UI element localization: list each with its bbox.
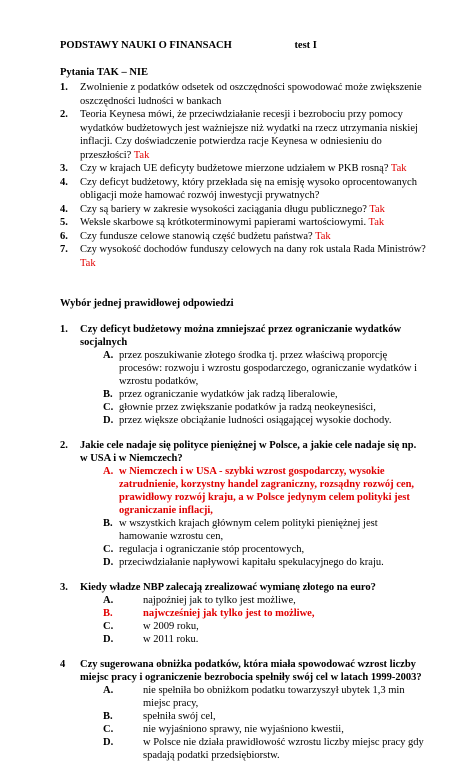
- option-label: A.: [103, 595, 114, 606]
- option-label: C.: [103, 402, 114, 413]
- tf-item-text: Zwolnienie z podatków odsetek od oszczędności spowodować może zwiększenie oszczędności ludności w bankach: [80, 82, 422, 107]
- option-text: nie spełniła bo obniżkom podatku towarzyszył ubytek 1,3 min miejsc pracy,: [143, 685, 405, 709]
- question-stem: [60, 658, 426, 684]
- option-text: w 2009 roku,: [143, 621, 199, 632]
- tf-answer: Tak: [80, 257, 96, 269]
- option-label: A.: [103, 466, 114, 477]
- option-label: B.: [103, 389, 113, 400]
- answer-option-b: [103, 517, 426, 543]
- question-stem: [60, 439, 426, 465]
- option-label: D.: [103, 557, 114, 568]
- option-label: D.: [103, 415, 114, 426]
- tf-answer: Tak: [368, 217, 385, 228]
- tf-item-number: 1.: [60, 82, 68, 93]
- question-text: Czy deficyt budżetowy można zmniejszać przez ograniczanie wydatków socjalnych: [80, 324, 402, 348]
- tf-item: [60, 176, 426, 203]
- option-label: B.: [103, 608, 113, 619]
- tf-item: [60, 203, 426, 217]
- answer-option-d: [103, 414, 426, 427]
- answer-options: [103, 349, 426, 427]
- tf-item: [60, 243, 426, 270]
- tf-item: [60, 108, 426, 162]
- option-text: najwcześniej jak tylko jest to możliwe,: [143, 608, 315, 619]
- tf-answer: Tak: [390, 163, 407, 174]
- tf-item-number: 7.: [60, 244, 68, 255]
- option-label: D.: [103, 634, 114, 645]
- tf-item: [60, 162, 426, 176]
- tf-item-number: 2.: [60, 109, 68, 120]
- tf-item: [60, 81, 426, 108]
- tf-item-text: Czy deficyt budżetowy, który przekłada się na emisję wysoko oprocentowanych obligacji może hamować rozwój inwestycji prywatnych?: [80, 176, 417, 201]
- answer-option-c: [103, 723, 426, 736]
- answer-option-d: [103, 556, 426, 569]
- tf-item-number: 4.: [60, 203, 68, 215]
- option-label: A.: [103, 350, 114, 361]
- answer-options: [103, 594, 426, 646]
- answer-option-b-correct: [103, 607, 426, 620]
- tf-item: [60, 230, 426, 244]
- tf-item-text: Czy wysokość dochodów funduszy celowych na dany rok ustala Rada Ministrów?: [80, 244, 426, 255]
- test-label: test I: [294, 40, 317, 51]
- question-number: 3.: [60, 582, 68, 593]
- mc-question-3: [60, 581, 426, 646]
- title-text: PODSTAWY NAUKI O FINANSACH: [60, 40, 232, 51]
- option-text: w 2011 roku.: [143, 634, 199, 645]
- answer-option-a-correct: [103, 465, 426, 517]
- mc-section-heading: Wybór jednej prawidłowej odpowiedzi: [60, 298, 234, 309]
- answer-option-b: [103, 710, 426, 723]
- answer-option-c: [103, 543, 426, 556]
- tf-section-heading: Pytania TAK – NIE: [60, 67, 148, 78]
- question-stem: [60, 581, 426, 594]
- option-label: C.: [103, 724, 114, 735]
- tf-item-text: Czy fundusze celowe stanowią część budżetu państwa?: [80, 230, 313, 242]
- answer-option-d: [103, 736, 426, 762]
- option-text: spełniła swój cel,: [143, 711, 216, 722]
- tf-item-text: Teoria Keynesa mówi, że przeciwdziałanie recesji i bezrobociu przy pomocy wydatków budżetowych jest ważniejsze niż wydatki na rzecz utrzymania niskiej inflacji. Czy doświadczenie potwierdza racje Keynesa w odniesieniu do przeszłości?: [80, 109, 418, 161]
- option-text: przez ograniczanie wydatków jak radzą liberalowie,: [119, 389, 338, 400]
- answer-option-c: [103, 620, 426, 633]
- question-number: 4: [60, 659, 66, 670]
- tf-item-number: 6.: [60, 230, 68, 242]
- answer-option-d: [103, 633, 426, 646]
- option-label: B.: [103, 518, 113, 529]
- option-text: w Niemczech i w USA - szybki wzrost gospodarczy, wysokie zatrudnienie, korzystny handel zagraniczny, rozsądny rozwój cen, prawidłowy rozwój kraju, a w Polsce jedynym celem polityki jest ograniczanie inflacji,: [119, 466, 415, 516]
- answer-options: [103, 684, 426, 762]
- question-number: 2.: [60, 440, 68, 451]
- tf-answer: Tak: [315, 230, 331, 242]
- page-title: [60, 40, 426, 51]
- question-stem: [60, 323, 426, 349]
- tf-list: [50, 81, 426, 270]
- question-text: Czy sugerowana obniżka podatków, która miała spowodować wzrost liczby miejsc pracy i ograniczenie bezrobocia spełniły swój cel w latach 1999-2003?: [80, 659, 422, 683]
- option-text: w wszystkich krajach głównym celem polityki pieniężnej jest hamowanie wzrostu cen,: [119, 518, 378, 542]
- option-text: najpoźniej jak to tylko jest możliwe,: [143, 595, 296, 606]
- option-text: nie wyjaśniono sprawy, nie wyjaśniono kwestii,: [143, 724, 344, 735]
- option-label: A.: [103, 685, 114, 696]
- mc-question-4: [60, 658, 426, 762]
- answer-options: [103, 465, 426, 569]
- question-text: Jakie cele nadaje się polityce pieniężnej w Polsce, a jakie cele nadaje się np. w USA i w Niemczech?: [80, 440, 417, 464]
- mc-question-2: [60, 439, 426, 569]
- tf-item-text: Czy są bariery w zakresie wysokości zaciągania długu publicznego?: [80, 203, 367, 215]
- question-number: 1.: [60, 324, 68, 335]
- option-label: B.: [103, 711, 113, 722]
- option-text: przez poszukiwanie złotego środka tj. przez właściwą proporcję procesów: rozwoju i wzrostu gospodarczego, ograniczanie wydatków i wzrostu podatków,: [119, 350, 417, 387]
- tf-item-text: Weksle skarbowe są krótkoterminowymi papierami wartościowymi.: [80, 217, 367, 228]
- option-label: C.: [103, 621, 114, 632]
- tf-answer: Tak: [133, 149, 150, 161]
- option-text: przeciwdziałanie napływowi kapitału spekulacyjnego do kraju.: [119, 557, 384, 568]
- option-text: głownie przez zwiększanie podatków ja radzą neokeynesiści,: [119, 402, 376, 413]
- option-label: D.: [103, 737, 114, 748]
- answer-option-a: [103, 684, 426, 710]
- answer-option-a: [103, 594, 426, 607]
- tf-answer: Tak: [369, 203, 385, 215]
- option-label: C.: [103, 544, 114, 555]
- tf-item-text: Czy w krajach UE deficyty budżetowe mierzone udziałem w PKB rosną?: [80, 163, 389, 174]
- tf-item: [60, 216, 426, 230]
- tf-item-number: 3.: [60, 163, 68, 174]
- answer-option-a: [103, 349, 426, 388]
- answer-option-b: [103, 388, 426, 401]
- option-text: w Polsce nie działa prawidłowość wzrostu liczby miejsc pracy gdy spadają podatki przedsiębiorstw.: [143, 737, 424, 761]
- tf-item-number: 4.: [60, 176, 68, 188]
- option-text: przez większe obciążanie ludności osiągającej wysokie dochody.: [119, 415, 392, 426]
- answer-option-c: [103, 401, 426, 414]
- question-text: Kiedy władze NBP zalecają zrealizować wymianę złotego na euro?: [80, 582, 376, 593]
- tf-item-number: 5.: [60, 217, 68, 228]
- mc-question-1: [60, 323, 426, 427]
- option-text: regulacja i ograniczanie stóp procentowych,: [119, 544, 305, 555]
